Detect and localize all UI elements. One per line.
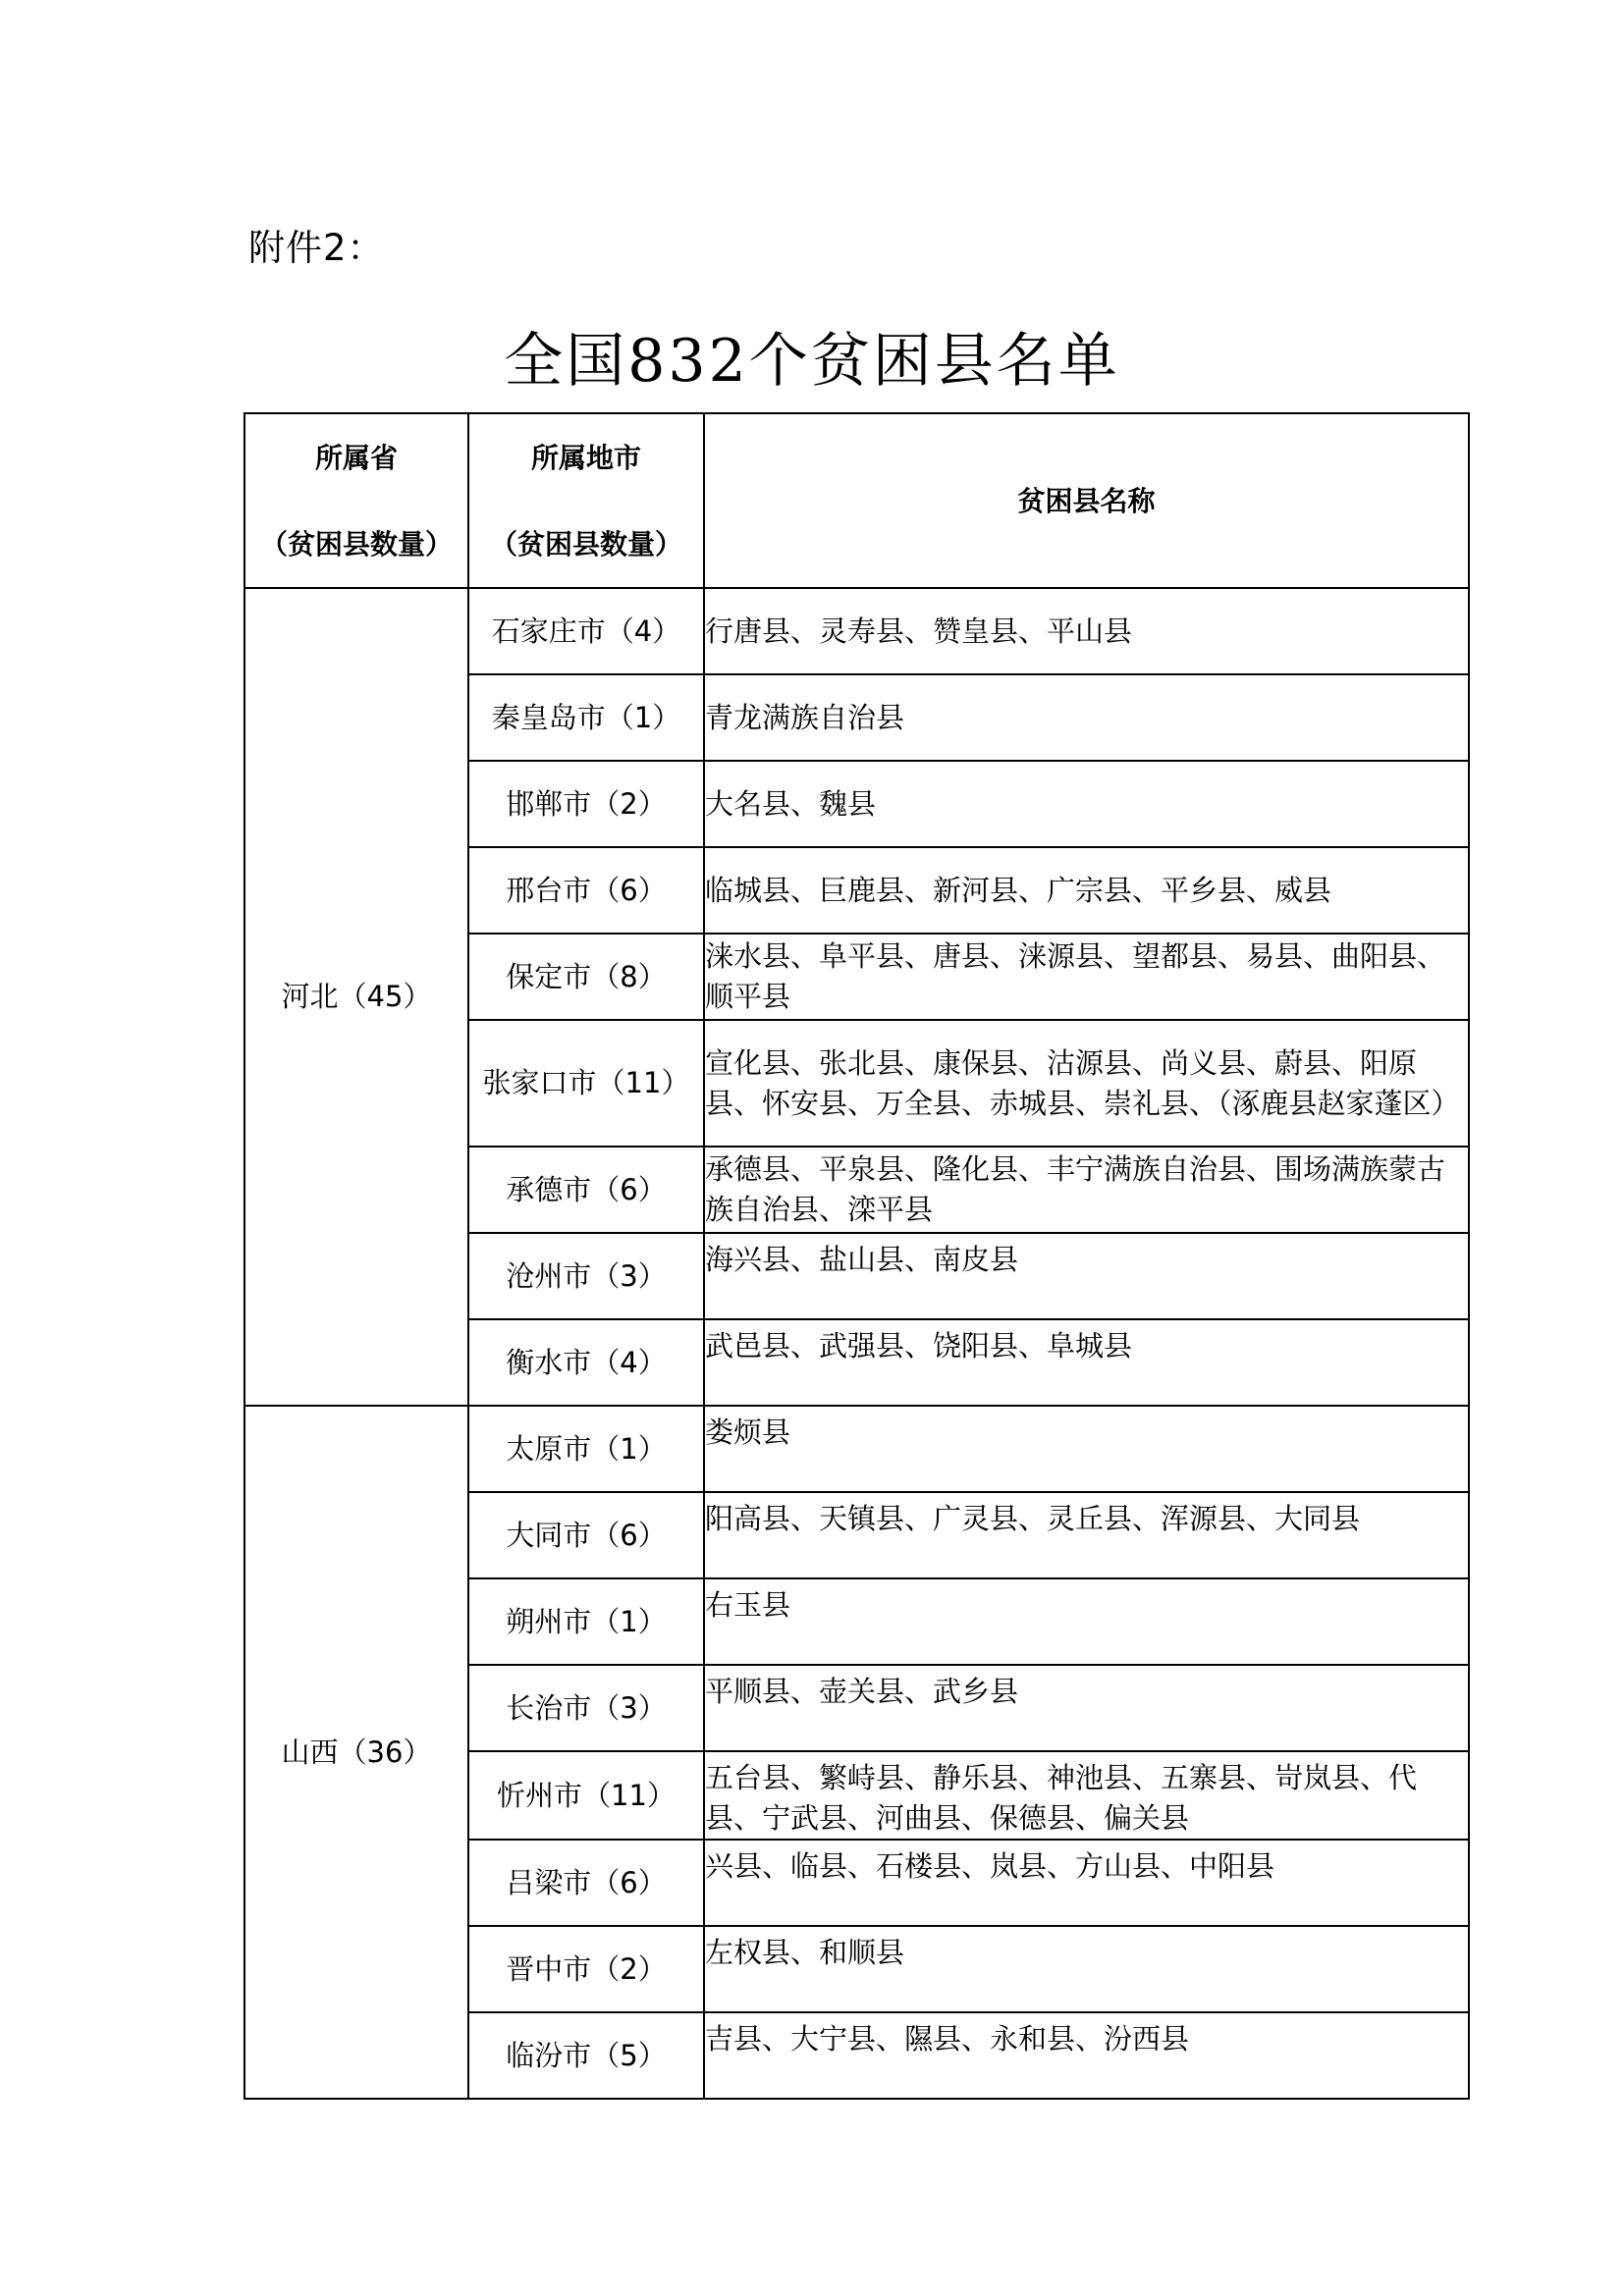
table-row	[244, 1406, 1469, 1492]
attachment-label: 附件2：	[248, 227, 385, 269]
counties-cell: 吉县、大宁县、隰县、永和县、汾西县	[704, 2012, 1469, 2099]
city-cell: 保定市（8）	[468, 934, 704, 1020]
city-cell: 邯郸市（2）	[468, 761, 704, 847]
header-province-line1: 所属省	[314, 441, 398, 474]
counties-cell: 武邑县、武强县、饶阳县、阜城县	[704, 1319, 1469, 1406]
city-cell: 秦皇岛市（1）	[468, 674, 704, 761]
counties-cell: 兴县、临县、石楼县、岚县、方山县、中阳县	[704, 1840, 1469, 1926]
counties-cell: 海兴县、盐山县、南皮县	[704, 1233, 1469, 1319]
city-cell: 衡水市（4）	[468, 1319, 704, 1406]
table-row	[244, 588, 1469, 674]
province-cell: 河北（45）	[244, 588, 468, 1406]
header-counties: 贫困县名称	[704, 413, 1469, 588]
counties-cell: 行唐县、灵寿县、赞皇县、平山县	[704, 588, 1469, 674]
counties-cell: 五台县、繁峙县、静乐县、神池县、五寨县、岢岚县、代县、宁武县、河曲县、保德县、偏关县	[704, 1751, 1469, 1840]
city-cell: 朔州市（1）	[468, 1578, 704, 1665]
counties-cell: 承德县、平泉县、隆化县、丰宁满族自治县、围场满族蒙古族自治县、滦平县	[704, 1147, 1469, 1233]
header-city-line2: （贫困县数量）	[489, 527, 682, 561]
counties-cell: 宣化县、张北县、康保县、沽源县、尚义县、蔚县、阳原县、怀安县、万全县、赤城县、崇礼县、（涿鹿县赵家蓬区）	[704, 1020, 1469, 1147]
poverty-county-table	[244, 412, 1470, 2100]
city-cell: 太原市（1）	[468, 1406, 704, 1492]
city-cell: 长治市（3）	[468, 1665, 704, 1751]
counties-cell: 阳高县、天镇县、广灵县、灵丘县、浑源县、大同县	[704, 1492, 1469, 1578]
counties-cell: 青龙满族自治县	[704, 674, 1469, 761]
counties-cell: 左权县、和顺县	[704, 1926, 1469, 2012]
city-cell: 张家口市（11）	[468, 1020, 704, 1147]
city-cell: 晋中市（2）	[468, 1926, 704, 2012]
counties-cell: 娄烦县	[704, 1406, 1469, 1492]
city-cell: 承德市（6）	[468, 1147, 704, 1233]
city-cell: 石家庄市（4）	[468, 588, 704, 674]
city-cell: 邢台市（6）	[468, 847, 704, 934]
city-cell: 大同市（6）	[468, 1492, 704, 1578]
city-cell: 吕梁市（6）	[468, 1840, 704, 1926]
header-city-line1: 所属地市	[530, 441, 641, 474]
city-cell: 忻州市（11）	[468, 1751, 704, 1840]
counties-cell: 大名县、魏县	[704, 761, 1469, 847]
table-body	[244, 588, 1469, 2099]
province-cell: 山西（36）	[244, 1406, 468, 2099]
counties-cell: 临城县、巨鹿县、新河县、广宗县、平乡县、威县	[704, 847, 1469, 934]
header-province-line2: （贫困县数量）	[259, 527, 453, 561]
city-cell: 临汾市（5）	[468, 2012, 704, 2099]
city-cell: 沧州市（3）	[468, 1233, 704, 1319]
table-header-row	[244, 413, 1469, 588]
counties-cell: 右玉县	[704, 1578, 1469, 1665]
counties-cell: 涞水县、阜平县、唐县、涞源县、望都县、易县、曲阳县、顺平县	[704, 934, 1469, 1020]
counties-cell: 平顺县、壶关县、武乡县	[704, 1665, 1469, 1751]
header-province	[244, 413, 468, 588]
header-city	[468, 413, 704, 588]
document-title: 全国832个贫困县名单	[504, 327, 1120, 396]
